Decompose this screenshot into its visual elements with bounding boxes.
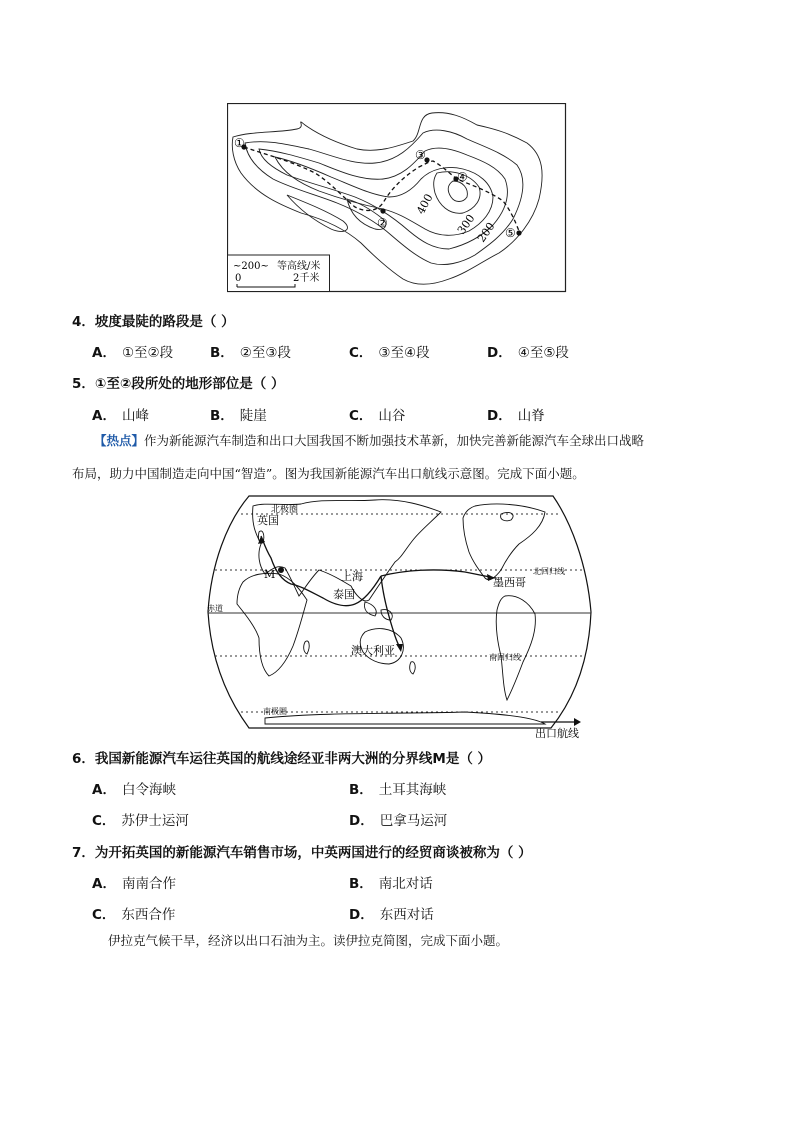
q6-option-c[interactable]	[92, 809, 189, 829]
point-2-label: ②	[377, 216, 388, 230]
option-text: 土耳其海峡	[378, 782, 447, 798]
option-letter: A．	[92, 345, 116, 361]
q4-option-a[interactable]	[92, 341, 173, 361]
export-route-legend: 出口航线	[535, 727, 579, 740]
legend-line-sample: ~200~	[233, 261, 269, 272]
q4-option-b[interactable]	[210, 341, 291, 361]
q4-option-c[interactable]	[349, 341, 430, 361]
option-text: ①至②段	[121, 345, 174, 361]
option-text: 山谷	[378, 408, 406, 424]
world-export-route-map	[205, 492, 595, 742]
contour-300-label: 300	[454, 212, 478, 237]
option-letter: C．	[349, 345, 373, 361]
q7-option-b[interactable]	[349, 872, 433, 892]
scale-zero: 0	[235, 273, 242, 284]
tropic-of-cancer-label: 北回归线	[533, 567, 565, 576]
australia-label: 澳大利亚	[351, 644, 395, 657]
option-text: 苏伊士运河	[121, 813, 189, 829]
option-letter: B．	[349, 782, 373, 798]
option-text: 南北对话	[378, 876, 433, 892]
arctic-circle-label: 北极圈	[271, 505, 299, 515]
option-letter: B．	[210, 408, 234, 424]
option-text: 白令海峡	[121, 782, 176, 798]
q7-number: 7．	[72, 845, 95, 861]
option-letter: D．	[487, 408, 512, 424]
shanghai-label: 上海	[341, 570, 363, 583]
q7-option-c[interactable]	[92, 903, 175, 923]
q7-text: 为开拓英国的新能源汽车销售市场，中英两国进行的经贸商谈被称为（ ）	[94, 845, 532, 861]
q4-text: 坡度最陡的路段是（ ）	[94, 314, 235, 330]
topographic-map	[227, 103, 567, 293]
option-text: 巴拿马运河	[379, 813, 448, 829]
contour-400-label: 400	[414, 191, 436, 217]
hotspot-intro-line2: 布局，助力中国制造走向中国“智造”。图为我国新能源汽车出口航线示意图。完成下面小题。	[72, 466, 585, 481]
point-1-label: ①	[234, 136, 245, 150]
option-letter: A．	[92, 782, 116, 798]
option-text: ②至③段	[239, 345, 292, 361]
option-text: 南南合作	[121, 876, 176, 892]
q6-stem	[72, 747, 491, 767]
legend-contour-label: 等高线/米	[277, 261, 321, 272]
iraq-intro: 伊拉克气候干旱，经济以出口石油为主。读伊拉克简图，完成下面小题。	[108, 933, 509, 948]
hotspot-intro-line1	[94, 428, 644, 454]
q5-option-d[interactable]	[487, 404, 545, 424]
q5-option-b[interactable]	[210, 404, 267, 424]
q7-option-d[interactable]	[349, 903, 434, 923]
m-label: M	[264, 568, 276, 581]
option-letter: A．	[92, 876, 116, 892]
option-text: 山脊	[517, 408, 545, 424]
option-text: 山峰	[121, 408, 149, 424]
point-3-label: ③	[415, 148, 426, 162]
option-text: ④至⑤段	[517, 345, 569, 361]
hotspot-text-1: 作为新能源汽车制造和出口大国我国不断加强技术革新，加快完善新能源汽车全球出口战略	[144, 433, 645, 448]
antarctic-circle-label: 南极圈	[263, 707, 287, 716]
option-text: 东西合作	[121, 907, 176, 923]
mexico-label: 墨西哥	[493, 576, 526, 589]
option-letter: B．	[210, 345, 234, 361]
option-letter: C．	[92, 813, 116, 829]
q7-option-a[interactable]	[92, 872, 176, 892]
option-letter: D．	[487, 345, 512, 361]
contour-200-label: 200	[474, 220, 498, 245]
q6-option-b[interactable]	[349, 778, 446, 798]
q6-text: 我国新能源汽车运往英国的航线途经亚非两大洲的分界线M是（ ）	[94, 751, 492, 767]
point-4-label: ④	[457, 170, 468, 184]
option-letter: B．	[349, 876, 373, 892]
q6-number: 6．	[72, 751, 95, 767]
q6-option-d[interactable]	[349, 809, 447, 829]
point-5-label: ⑤	[505, 226, 516, 240]
q4-number: 4．	[72, 314, 95, 330]
scale-end: 2千米	[293, 273, 320, 284]
option-text: 东西对话	[379, 907, 434, 923]
thailand-label: 泰国	[333, 588, 355, 601]
q5-option-c[interactable]	[349, 404, 405, 424]
q5-option-a[interactable]	[92, 404, 149, 424]
q4-option-d[interactable]	[487, 341, 569, 361]
option-letter: C．	[349, 408, 373, 424]
option-letter: D．	[349, 813, 374, 829]
option-letter: D．	[349, 907, 374, 923]
q7-stem	[72, 841, 532, 861]
q4-stem	[72, 310, 235, 330]
hotspot-tag: 【热点】	[94, 433, 145, 448]
tropic-of-capricorn-label: 南回归线	[489, 653, 521, 662]
q5-stem	[72, 372, 284, 392]
option-letter: C．	[92, 907, 116, 923]
q5-text: ①至②段所处的地形部位是（ ）	[94, 376, 285, 392]
q6-option-a[interactable]	[92, 778, 176, 798]
option-text: 陡崖	[239, 408, 267, 424]
equator-label: 赤道	[207, 604, 223, 613]
uk-label: 英国	[257, 514, 279, 527]
option-text: ③至④段	[378, 345, 430, 361]
q5-number: 5．	[72, 376, 95, 392]
option-letter: A．	[92, 408, 116, 424]
